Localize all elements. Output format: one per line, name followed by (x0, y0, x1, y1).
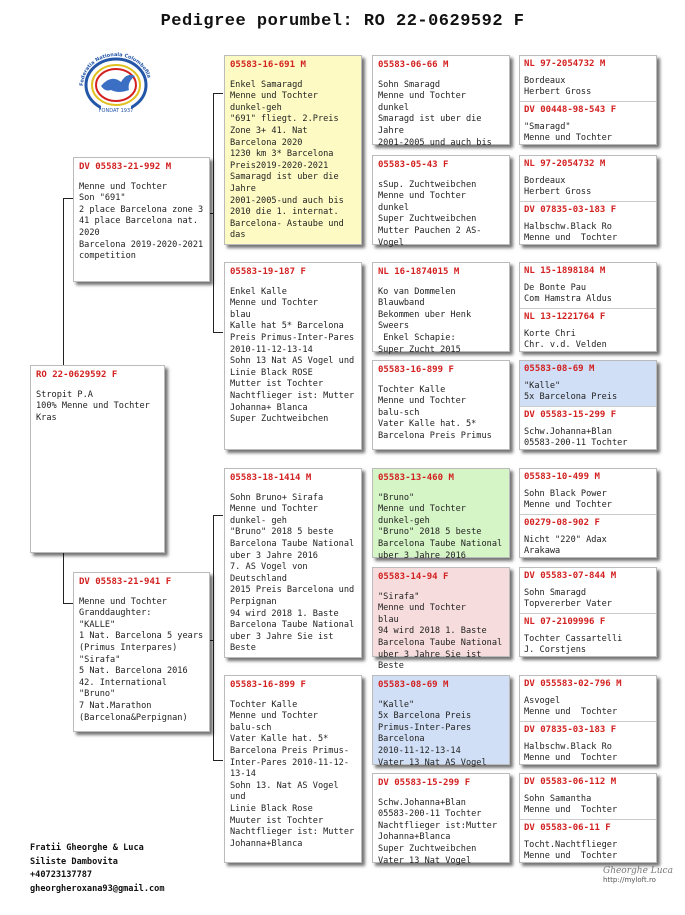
ring-number: 05583-08-69 M (524, 364, 595, 374)
breeder-contact (30, 842, 165, 896)
ring-number: 00279-08-902 F (524, 518, 600, 528)
ring-number: NL 13-1221764 F (524, 312, 606, 322)
gen5-card-1: NL 97-2054732 M Bordeaux Herbert Gross DV 00448-98-543 F "Smaragd" Menne und Tochter (519, 55, 657, 145)
breeder-name: Fratii Gheorghe & Luca (30, 843, 144, 853)
ring-number: 05583-19-187 F (230, 267, 306, 277)
ring-number: NL 97-2054732 M (524, 159, 606, 169)
ring-number: RO 22-0629592 F (36, 370, 118, 380)
grandsire-maternal-card: 05583-18-1414 M Sohn Bruno+ Sirafa Menne und Tochter dunkel- geh "Bruno" 2018 5 beste Barcelona Taube National uber 3 Jahre 2016 7. AS Vogel von Deutschland 2015 Preis Barcelona und Perpignan 94 wird 2018 1. Baste Barcelona Taube National uber 3 Jahre Sie ist Beste (224, 468, 362, 658)
ring-number: NL 16-1874015 M (378, 267, 460, 277)
gen5-card-2: NL 97-2054732 M Bordeaux Herbert Gross DV 07835-03-183 F Halbschw.Black Ro Menne und Tochter (519, 155, 657, 245)
breeder-location: Siliste Dambovita (30, 856, 118, 867)
ring-number: DV 05583-15-299 F (524, 410, 617, 420)
ring-number: NL 15-1898184 M (524, 266, 606, 276)
signature-handwriting: Gheorghe Luca (603, 866, 673, 876)
ring-number: 05583-05-43 F (378, 160, 449, 170)
ring-number: 05583-06-66 M (378, 60, 449, 70)
gen4-card-5: 05583-13-460 M "Bruno" Menne und Tochter dunkel-geh "Bruno" 2018 5 beste Barcelona Taube National uber 3 Jahre 2016 (372, 468, 510, 558)
ring-number: 05583-16-691 M (230, 60, 306, 70)
gen4-card-2: 05583-05-43 F sSup. Zuchtweibchen Menne und Tochter dunkel Super Zuchtweibchen Mutter Pauchen 2 AS- Vogel (372, 155, 510, 245)
sire-card: DV 05583-21-992 M Menne und Tochter Son "691" 2 place Barcelona zone 3 41 place Barcelona nat. 2020 Barcelona 2019-2020-2021 competition (73, 157, 210, 282)
connector-sire (213, 93, 223, 333)
ring-number: DV 07835-03-183 F (524, 725, 617, 735)
subject-card: RO 22-0629592 F Stropit P.A 100% Menne und Tochter Kras (30, 365, 165, 553)
ring-number: DV 07835-03-183 F (524, 205, 617, 215)
ring-number: DV 05583-06-112 M (524, 777, 617, 787)
grandsire-paternal-card: 05583-16-691 M Enkel Samaragd Menne und Tochter dunkel-geh "691" fliegt. 2.Preis Zone 3+ 41. Nat Barcelona 2020 1230 km 3* Barcelona Preis2019-2020-2021 Samaragd ist uber die Jahre 2001-2005-und auch bis 2010 die 1. internat. Barcelona- Astaube und das (224, 55, 362, 245)
gen5-card-5: 05583-10-499 M Sohn Black Power Menne und Tochter 00279-08-902 F Nicht "220" Adax Arakawa (519, 468, 657, 558)
dam-card: DV 05583-21-941 F Menne und Tochter Granddaughter: "KALLE" 1 Nat. Barcelona 5 years (Primus Interpares) "Sirafa" 5 Nat. Barcelona 2016 42. International "Bruno" 7 Nat.Marathon (Barcelona&Perpignan) (73, 572, 210, 732)
svg-text:Federatia Nationala Columbofil: Federatia Nationala Columbofila (78, 52, 152, 87)
gen5-card-6: DV 05583-07-844 M Sohn Smaragd Topvererber Vater NL 07-2109996 F Tochter Cassartelli J. Corstjens (519, 567, 657, 657)
svg-text:FONDAT 1937: FONDAT 1937 (98, 108, 134, 114)
gen5-card-3: NL 15-1898184 M De Bonte Pau Com Hamstra Aldus NL 13-1221764 F Korte Chri Chr. v.d. Velden (519, 262, 657, 352)
signature (603, 866, 673, 884)
ring-number: NL 07-2109996 F (524, 617, 606, 627)
federation-logo (71, 52, 161, 114)
page-title: Pedigree porumbel: RO 22-0629592 F (160, 12, 525, 31)
ring-number: NL 97-2054732 M (524, 59, 606, 69)
ring-number: DV 00448-98-543 F (524, 105, 617, 115)
ring-number: DV 05583-07-844 M (524, 571, 617, 581)
gen4-card-1: 05583-06-66 M Sohn Smaragd Menne und Tochter dunkel Smaragd ist uber die Jahre 2001-2005 und auch bis (372, 55, 510, 145)
gen5-card-8: DV 05583-06-112 M Sohn Samantha Menne und Tochter DV 05583-06-11 F Tocht.Nachtflieger Menne und Tochter (519, 773, 657, 863)
breeder-email: gheorgheroxana93@gmail.com (30, 883, 165, 894)
connector-dam (213, 515, 223, 761)
ring-number: 05583-08-69 M (378, 680, 449, 690)
ring-number: DV 05583-21-992 M (79, 162, 172, 172)
signature-url: http://myloft.ro (603, 876, 656, 884)
gen5-card-7: DV 055583-02-796 M Asvogel Menne und Tochter DV 07835-03-183 F Halbschw.Black Ro Menne und Tochter (519, 675, 657, 765)
ring-number: DV 05583-21-941 F (79, 577, 172, 587)
ring-number: 05583-14-94 F (378, 572, 449, 582)
ring-number: 05583-16-899 F (230, 680, 306, 690)
ring-number: DV 055583-02-796 M (524, 679, 622, 689)
gen4-card-3: NL 16-1874015 M Ko van Dommelen Blauwband Bekommen uber Henk Sweers Enkel Schapie: Super Zucht 2015 (372, 262, 510, 352)
ring-number: 05583-18-1414 M (230, 473, 312, 483)
gen4-card-7: 05583-08-69 M "Kalle" 5x Barcelona Preis Primus-Inter-Pares Barcelona 2010-11-12-13-14 Vater 13 Nat AS Vogel (372, 675, 510, 765)
ring-number: 05583-10-499 M (524, 472, 600, 482)
gen5-card-4: 05583-08-69 M "Kalle" 5x Barcelona Preis DV 05583-15-299 F Schw.Johanna+Blan 05583-200-11 Tochter (519, 360, 657, 450)
gen4-card-4: 05583-16-899 F Tochter Kalle Menne und Tochter balu-sch Vater Kalle hat. 5* Barcelona Preis Primus (372, 360, 510, 450)
ring-number: 05583-16-899 F (378, 365, 454, 375)
ring-number: DV 05583-15-299 F (378, 778, 471, 788)
granddam-paternal-card: 05583-19-187 F Enkel Kalle Menne und Tochter blau Kalle hat 5* Barcelona Preis Primus-Inter-Pares 2010-11-12-13-14 Sohn 13 Nat AS Vogel und Linie Black ROSE Mutter ist Tochter Nachtflieger ist: Mutter Johanna+ Blanca Super Zuchtweibchen (224, 262, 362, 450)
granddam-maternal-card: 05583-16-899 F Tochter Kalle Menne und Tochter balu-sch Vater Kalle hat. 5* Barcelona Preis Primus-Inter-Pares 2010-11-12-13-14 Sohn 13. Nat AS Vogel und Linie Black Rose Muuter ist Tochter Nachtflieger ist: Mutter Johanna+Blanca (224, 675, 362, 863)
ring-number: 05583-13-460 M (378, 473, 454, 483)
ring-number: DV 05583-06-11 F (524, 823, 611, 833)
gen4-card-8: DV 05583-15-299 F Schw.Johanna+Blan 05583-200-11 Tochter Nachtflieger ist:Mutter Johanna+Blanca Super Zuchtweibchen Vater 13 Nat Vogel (372, 773, 510, 863)
breeder-phone: +40723137787 (30, 870, 93, 880)
gen4-card-6: 05583-14-94 F "Sirafa" Menne und Tochter blau 94 wird 2018 1. Baste Barcelona Taube National uber 3 Jahre Sie ist Beste (372, 567, 510, 657)
